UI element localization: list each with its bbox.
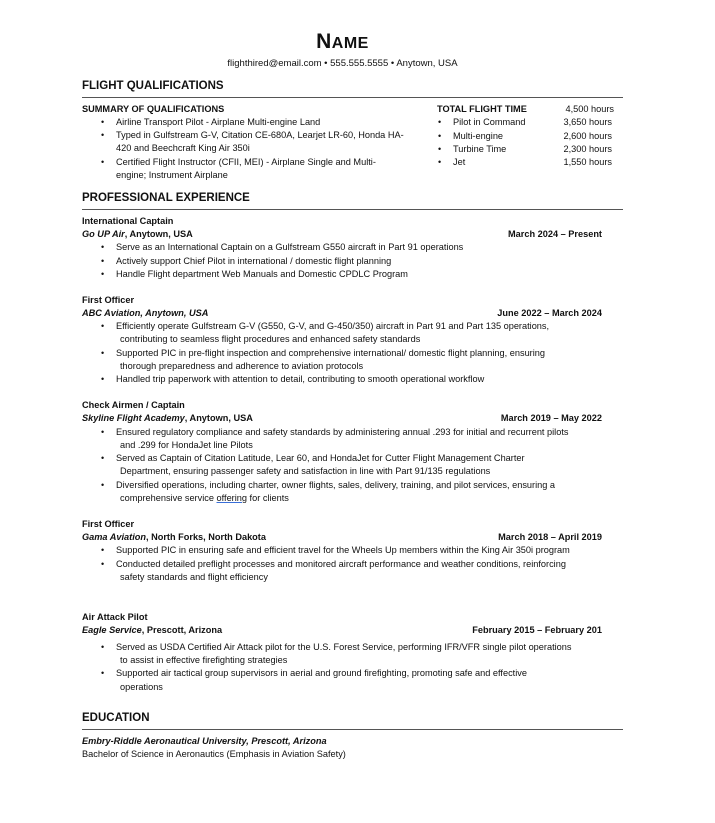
job-bullet-text: Serve as an International Captain on a Gulfstream G550 aircraft in Part 91 operations: [116, 242, 464, 252]
section-heading-flight-qualifications: FLIGHT QUALIFICATIONS: [82, 80, 224, 92]
section-heading-experience: PROFESSIONAL EXPERIENCE: [82, 192, 250, 204]
job-bullet-text-cont: to assist in effective firefighting strategies: [120, 655, 288, 665]
bullet: •: [438, 157, 442, 167]
bullet: •: [101, 321, 105, 331]
flight-time-value: 3,650 hours: [563, 117, 612, 127]
summary-item-cont: engine; Instrument Airplane: [116, 170, 228, 180]
job-title: International Captain: [82, 216, 174, 226]
bullet: •: [101, 545, 105, 555]
bullet: •: [101, 427, 105, 437]
section-divider: [82, 97, 623, 98]
flight-time-label: Jet: [453, 157, 466, 167]
candidate-name: NAME: [316, 30, 369, 53]
flight-time-label: Pilot in Command: [453, 117, 526, 127]
job-bullet-text-cont: comprehensive service offering for clients: [120, 493, 289, 503]
bullet: •: [101, 242, 105, 252]
job-title: First Officer: [82, 295, 135, 305]
section-heading-education: EDUCATION: [82, 712, 150, 724]
job-dates: February 2015 – February 201: [472, 625, 602, 635]
job-employer: Gama Aviation, North Forks, North Dakota: [82, 532, 266, 542]
bullet: •: [101, 269, 105, 279]
summary-item: Typed in Gulfstream G-V, Citation CE-680A, Learjet LR-60, Honda HA-: [116, 130, 404, 140]
bullet: •: [101, 117, 105, 127]
job-bullet-text: Supported PIC in ensuring safe and efficient travel for the Wheels Up members within the King Air 350i program: [116, 545, 570, 555]
bullet: •: [101, 668, 105, 678]
flight-time-label: Multi-engine: [453, 131, 504, 141]
job-employer: Eagle Service, Prescott, Arizona: [82, 625, 223, 635]
job-bullet-text: Handle Flight department Web Manuals and Domestic CPDLC Program: [116, 269, 408, 279]
job-bullet-text-cont: operations: [120, 682, 163, 692]
job-bullet-text: Conducted detailed preflight processes and monitored aircraft performance and weather conditions, reinforcing: [116, 559, 566, 569]
job-employer: ABC Aviation, Anytown, USA: [82, 308, 209, 318]
summary-title: SUMMARY OF QUALIFICATIONS: [82, 104, 225, 114]
job-bullet-text: Efficiently operate Gulfstream G-V (G550, G-V, and G-450/350) aircraft in Part 91 and Part 135 operations,: [116, 321, 550, 331]
bullet: •: [101, 374, 105, 384]
job-bullet-text: Ensured regulatory compliance and safety standards by administering annual .293 for initial and recurrent pilots: [116, 427, 569, 437]
job-bullet-text: Served as USDA Certified Air Attack pilot for the U.S. Forest Service, performing IFR/VFR single pilot operations: [116, 642, 572, 652]
summary-item: Airline Transport Pilot - Airplane Multi-engine Land: [116, 117, 321, 127]
job-employer: Go UP Air, Anytown, USA: [82, 229, 193, 239]
job-bullet-text: Handled trip paperwork with attention to detail, contributing to smooth operational workflow: [116, 374, 485, 384]
education-school: Embry-Riddle Aeronautical University, Prescott, Arizona: [82, 736, 327, 746]
job-bullet-text-cont: contributing to seamless flight procedures and enhanced safety standards: [120, 334, 421, 344]
section-divider: [82, 729, 623, 730]
job-bullet-text-cont: thorough preparedness and adherence to aviation protocols: [120, 361, 364, 371]
flight-time-value: 1,550 hours: [563, 157, 612, 167]
job-bullet-text-cont: Department, ensuring passenger safety and satisfaction in line with Part 91/135 regulations: [120, 466, 491, 476]
job-title: Air Attack Pilot: [82, 612, 148, 622]
bullet: •: [438, 117, 442, 127]
bullet: •: [101, 559, 105, 569]
job-title: Check Airmen / Captain: [82, 400, 185, 410]
bullet: •: [101, 480, 105, 490]
flight-time-title: TOTAL FLIGHT TIME: [437, 104, 527, 114]
section-divider: [82, 209, 623, 210]
job-bullet-text: Served as Captain of Citation Latitude, Lear 60, and HondaJet for Cutter Flight Management Charter: [116, 453, 525, 463]
flight-time-value: 2,600 hours: [563, 131, 612, 141]
bullet: •: [101, 453, 105, 463]
job-bullet-text-cont: safety standards and flight efficiency: [120, 572, 268, 582]
job-bullet-text: Diversified operations, including charter, owner flights, sales, delivery, training, and pilot services, ensuring a: [116, 480, 556, 490]
bullet: •: [101, 642, 105, 652]
job-dates: March 2024 – Present: [508, 229, 602, 239]
job-bullet-text: Supported PIC in pre-flight inspection and comprehensive international/ domestic flight planning, ensuring: [116, 348, 546, 358]
bullet: •: [101, 348, 105, 358]
bullet: •: [101, 130, 105, 140]
flight-time-value: 2,300 hours: [563, 144, 612, 154]
bullet: •: [101, 256, 105, 266]
bullet: •: [101, 157, 105, 167]
job-bullet-text: Supported air tactical group supervisors in aerial and ground firefighting, promoting safe and effective: [116, 668, 527, 678]
bullet: •: [438, 131, 442, 141]
contact-line: flighthired@email.com • 555.555.5555 • Anytown, USA: [227, 58, 458, 69]
job-dates: June 2022 – March 2024: [497, 308, 602, 318]
flight-time-total: 4,500 hours: [565, 104, 614, 114]
job-title: First Officer: [82, 519, 135, 529]
education-degree: Bachelor of Science in Aeronautics (Emphasis in Aviation Safety): [82, 749, 346, 759]
job-dates: March 2019 – May 2022: [500, 413, 602, 423]
flight-time-label: Turbine Time: [453, 144, 507, 154]
summary-item-cont: 420 and Beechcraft King Air 350i: [116, 143, 250, 153]
bullet: •: [438, 144, 442, 154]
job-employer: Skyline Flight Academy, Anytown, USA: [82, 413, 253, 423]
job-bullet-text: Actively support Chief Pilot in international / domestic flight planning: [116, 256, 392, 266]
job-bullet-text-cont: and .299 for HondaJet line Pilots: [120, 440, 253, 450]
job-dates: March 2018 – April 2019: [498, 532, 602, 542]
summary-item: Certified Flight Instructor (CFII, MEI) - Airplane Single and Multi-: [116, 157, 376, 167]
